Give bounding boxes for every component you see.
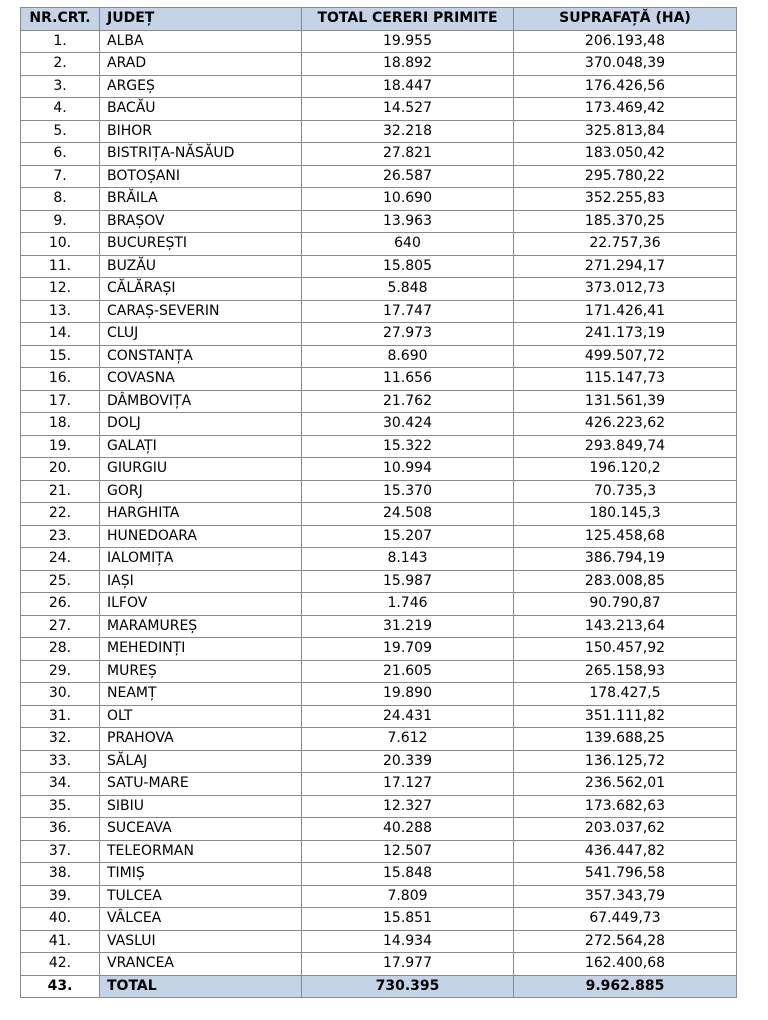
cell-suprafata: 180.145,3 [514,503,737,526]
cell-nr-crt: 35. [21,795,100,818]
table-row [21,165,737,188]
cell-suprafata: 295.780,22 [514,165,737,188]
cell-nr-crt: 31. [21,705,100,728]
cell-suprafata: 173.469,42 [514,98,737,121]
cell-nr-crt: 5. [21,120,100,143]
cell-judet: DOLJ [100,413,302,436]
header-suprafata: SUPRAFAȚĂ (HA) [514,8,737,31]
table-row [21,705,737,728]
cell-suprafata: 22.757,36 [514,233,737,256]
cell-total-cereri: 19.890 [302,683,514,706]
cell-judet: OLT [100,705,302,728]
table-row [21,390,737,413]
cell-total-cereri: 19.709 [302,638,514,661]
cell-total-cereri: 7.612 [302,728,514,751]
cell-total-cereri: 30.424 [302,413,514,436]
cell-nr-crt: 16. [21,368,100,391]
cell-judet: BRĂILA [100,188,302,211]
cell-total-cereri: 21.762 [302,390,514,413]
table-row [21,503,737,526]
cell-suprafata: 436.447,82 [514,840,737,863]
table-row [21,548,737,571]
cell-judet: MEHEDINȚI [100,638,302,661]
cell-judet: VÂLCEA [100,908,302,931]
table-row [21,480,737,503]
cell-nr-crt: 33. [21,750,100,773]
cell-suprafata: 185.370,25 [514,210,737,233]
cell-total-cereri: 15.851 [302,908,514,931]
header-judet: JUDEȚ [100,8,302,31]
table-body [21,30,737,998]
cell-judet: COVASNA [100,368,302,391]
cell-total-cereri: 19.955 [302,30,514,53]
cell-suprafata: 162.400,68 [514,953,737,976]
cell-nr-crt: 6. [21,143,100,166]
cell-total-cereri: 10.994 [302,458,514,481]
cell-nr-crt: 10. [21,233,100,256]
table-row [21,300,737,323]
cell-nr-crt: 25. [21,570,100,593]
table-row [21,885,737,908]
cell-nr-crt: 36. [21,818,100,841]
table-row [21,98,737,121]
table-row [21,120,737,143]
cell-nr-crt: 34. [21,773,100,796]
cell-nr-crt: 4. [21,98,100,121]
cell-total-cereri: 8.143 [302,548,514,571]
cell-nr-crt: 19. [21,435,100,458]
table-total-row [21,975,737,998]
cell-total-cereri: 15.322 [302,435,514,458]
table-row [21,30,737,53]
total-cell-suprafata: 9.962.885 [514,975,737,998]
cell-nr-crt: 22. [21,503,100,526]
cell-judet: CONSTANȚA [100,345,302,368]
table-row [21,525,737,548]
cell-suprafata: 171.426,41 [514,300,737,323]
table-row [21,863,737,886]
cell-nr-crt: 7. [21,165,100,188]
cell-total-cereri: 17.127 [302,773,514,796]
cell-nr-crt: 37. [21,840,100,863]
cell-judet: SIBIU [100,795,302,818]
cell-suprafata: 357.343,79 [514,885,737,908]
header-nr-crt: NR.CRT. [21,8,100,31]
cell-nr-crt: 15. [21,345,100,368]
cell-nr-crt: 30. [21,683,100,706]
cell-total-cereri: 15.987 [302,570,514,593]
table-row [21,795,737,818]
cell-total-cereri: 14.934 [302,930,514,953]
cell-suprafata: 178.427,5 [514,683,737,706]
table-row [21,143,737,166]
cell-total-cereri: 31.219 [302,615,514,638]
cell-judet: IAȘI [100,570,302,593]
cell-suprafata: 271.294,17 [514,255,737,278]
cell-nr-crt: 23. [21,525,100,548]
cell-judet: SUCEAVA [100,818,302,841]
cell-nr-crt: 11. [21,255,100,278]
cell-total-cereri: 32.218 [302,120,514,143]
table-row [21,615,737,638]
cell-judet: BOTOȘANI [100,165,302,188]
cell-judet: MARAMUREȘ [100,615,302,638]
cell-judet: MUREȘ [100,660,302,683]
cell-total-cereri: 18.447 [302,75,514,98]
table-row [21,930,737,953]
cell-suprafata: 499.507,72 [514,345,737,368]
cell-nr-crt: 17. [21,390,100,413]
cell-nr-crt: 38. [21,863,100,886]
cell-nr-crt: 3. [21,75,100,98]
cell-judet: HUNEDOARA [100,525,302,548]
cell-total-cereri: 24.431 [302,705,514,728]
cell-total-cereri: 12.327 [302,795,514,818]
cell-nr-crt: 28. [21,638,100,661]
table-row [21,750,737,773]
cell-judet: TELEORMAN [100,840,302,863]
cell-nr-crt: 1. [21,30,100,53]
cell-nr-crt: 26. [21,593,100,616]
table-row [21,570,737,593]
cell-suprafata: 131.561,39 [514,390,737,413]
cell-nr-crt: 27. [21,615,100,638]
total-cell-total-cereri: 730.395 [302,975,514,998]
cell-suprafata: 541.796,58 [514,863,737,886]
cell-total-cereri: 18.892 [302,53,514,76]
cell-judet: BRAȘOV [100,210,302,233]
county-requests-table [20,7,737,998]
cell-judet: ARGEȘ [100,75,302,98]
cell-total-cereri: 27.821 [302,143,514,166]
cell-nr-crt: 13. [21,300,100,323]
cell-judet: BACĂU [100,98,302,121]
cell-judet: BUCUREȘTI [100,233,302,256]
cell-judet: ILFOV [100,593,302,616]
cell-suprafata: 351.111,82 [514,705,737,728]
cell-judet: BISTRIȚA-NĂSĂUD [100,143,302,166]
cell-total-cereri: 14.527 [302,98,514,121]
cell-suprafata: 283.008,85 [514,570,737,593]
cell-judet: VASLUI [100,930,302,953]
cell-suprafata: 136.125,72 [514,750,737,773]
table-row [21,638,737,661]
cell-suprafata: 67.449,73 [514,908,737,931]
cell-suprafata: 143.213,64 [514,615,737,638]
table-row [21,323,737,346]
table-row [21,368,737,391]
cell-total-cereri: 15.207 [302,525,514,548]
cell-suprafata: 90.790,87 [514,593,737,616]
cell-suprafata: 139.688,25 [514,728,737,751]
cell-judet: HARGHITA [100,503,302,526]
table-row [21,75,737,98]
cell-nr-crt: 18. [21,413,100,436]
cell-suprafata: 125.458,68 [514,525,737,548]
table-row [21,210,737,233]
table-row [21,908,737,931]
table-row [21,435,737,458]
cell-judet: ARAD [100,53,302,76]
cell-judet: DÂMBOVIȚA [100,390,302,413]
cell-judet: GIURGIU [100,458,302,481]
cell-suprafata: 203.037,62 [514,818,737,841]
cell-suprafata: 70.735,3 [514,480,737,503]
cell-suprafata: 426.223,62 [514,413,737,436]
cell-total-cereri: 640 [302,233,514,256]
table-row [21,255,737,278]
table-row [21,728,737,751]
cell-total-cereri: 40.288 [302,818,514,841]
cell-suprafata: 272.564,28 [514,930,737,953]
cell-total-cereri: 7.809 [302,885,514,908]
table-row [21,840,737,863]
cell-nr-crt: 21. [21,480,100,503]
cell-suprafata: 196.120,2 [514,458,737,481]
table-row [21,53,737,76]
cell-judet: SATU-MARE [100,773,302,796]
cell-total-cereri: 27.973 [302,323,514,346]
cell-total-cereri: 1.746 [302,593,514,616]
cell-total-cereri: 24.508 [302,503,514,526]
cell-judet: TULCEA [100,885,302,908]
cell-nr-crt: 20. [21,458,100,481]
cell-suprafata: 183.050,42 [514,143,737,166]
cell-total-cereri: 15.848 [302,863,514,886]
cell-total-cereri: 26.587 [302,165,514,188]
cell-suprafata: 150.457,92 [514,638,737,661]
cell-suprafata: 293.849,74 [514,435,737,458]
table-header-row [21,8,737,31]
cell-suprafata: 115.147,73 [514,368,737,391]
cell-suprafata: 352.255,83 [514,188,737,211]
cell-total-cereri: 8.690 [302,345,514,368]
cell-total-cereri: 5.848 [302,278,514,301]
table-row [21,413,737,436]
table-row [21,278,737,301]
cell-judet: PRAHOVA [100,728,302,751]
cell-total-cereri: 21.605 [302,660,514,683]
cell-judet: ALBA [100,30,302,53]
cell-total-cereri: 15.805 [302,255,514,278]
table-row [21,458,737,481]
table-row [21,660,737,683]
cell-suprafata: 386.794,19 [514,548,737,571]
cell-nr-crt: 32. [21,728,100,751]
cell-judet: GALAȚI [100,435,302,458]
cell-nr-crt: 42. [21,953,100,976]
cell-total-cereri: 15.370 [302,480,514,503]
cell-nr-crt: 24. [21,548,100,571]
cell-total-cereri: 20.339 [302,750,514,773]
total-cell-judet: TOTAL [100,975,302,998]
cell-suprafata: 236.562,01 [514,773,737,796]
cell-nr-crt: 41. [21,930,100,953]
cell-judet: NEAMȚ [100,683,302,706]
cell-suprafata: 325.813,84 [514,120,737,143]
table-row [21,593,737,616]
table-row [21,683,737,706]
cell-total-cereri: 17.747 [302,300,514,323]
cell-judet: CLUJ [100,323,302,346]
cell-judet: IALOMIȚA [100,548,302,571]
header-total-cereri: TOTAL CERERI PRIMITE [302,8,514,31]
cell-judet: GORJ [100,480,302,503]
total-cell-nr-crt: 43. [21,975,100,998]
table-row [21,953,737,976]
cell-judet: BIHOR [100,120,302,143]
cell-nr-crt: 8. [21,188,100,211]
cell-total-cereri: 12.507 [302,840,514,863]
table-row [21,233,737,256]
cell-nr-crt: 29. [21,660,100,683]
cell-nr-crt: 40. [21,908,100,931]
cell-total-cereri: 17.977 [302,953,514,976]
cell-total-cereri: 10.690 [302,188,514,211]
cell-total-cereri: 13.963 [302,210,514,233]
cell-suprafata: 265.158,93 [514,660,737,683]
cell-judet: CĂLĂRAȘI [100,278,302,301]
table-row [21,818,737,841]
cell-suprafata: 173.682,63 [514,795,737,818]
cell-suprafata: 370.048,39 [514,53,737,76]
cell-suprafata: 241.173,19 [514,323,737,346]
cell-judet: TIMIȘ [100,863,302,886]
table-row [21,773,737,796]
cell-nr-crt: 14. [21,323,100,346]
cell-nr-crt: 2. [21,53,100,76]
cell-judet: VRANCEA [100,953,302,976]
cell-judet: CARAȘ-SEVERIN [100,300,302,323]
cell-suprafata: 176.426,56 [514,75,737,98]
cell-judet: SĂLAJ [100,750,302,773]
cell-suprafata: 373.012,73 [514,278,737,301]
cell-nr-crt: 9. [21,210,100,233]
table-row [21,345,737,368]
cell-total-cereri: 11.656 [302,368,514,391]
table-row [21,188,737,211]
cell-judet: BUZĂU [100,255,302,278]
cell-nr-crt: 12. [21,278,100,301]
cell-nr-crt: 39. [21,885,100,908]
cell-suprafata: 206.193,48 [514,30,737,53]
